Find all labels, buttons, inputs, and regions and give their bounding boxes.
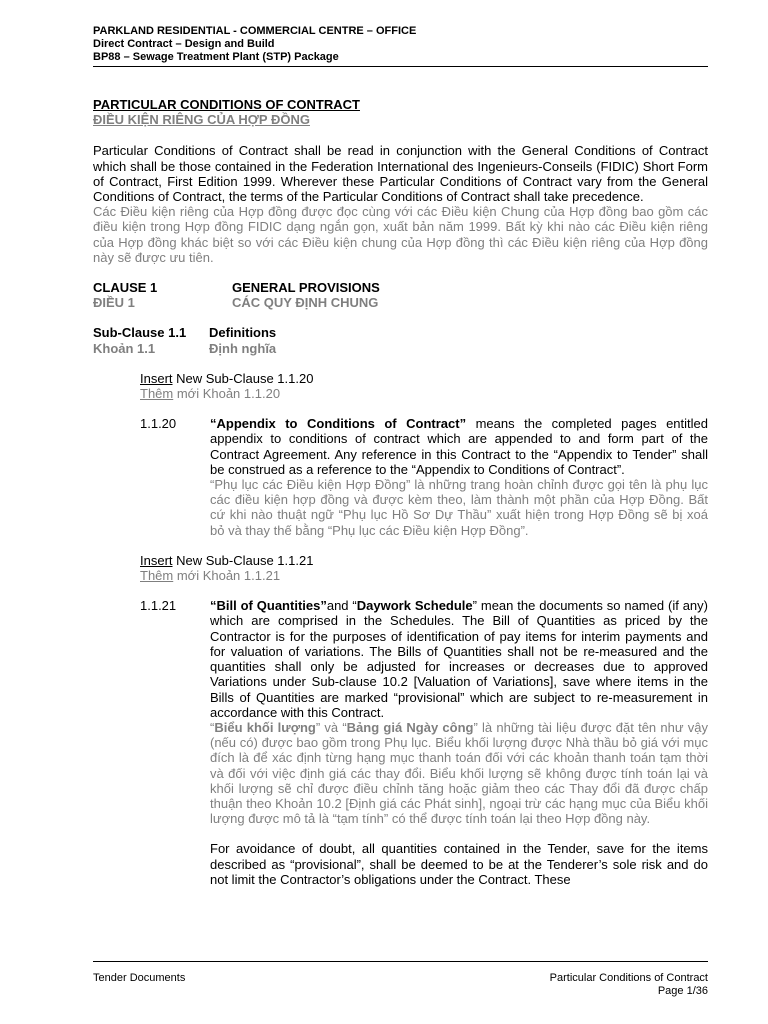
definition-term-vn: Biểu khối lượng — [214, 719, 316, 735]
document-title: PARTICULAR CONDITIONS OF CONTRACT — [93, 97, 360, 112]
clause-number-vn: ĐIỀU 1 — [93, 295, 135, 311]
insert-text-vn: mới Khoản 1.1.21 — [173, 568, 281, 584]
definition-text: means the completed pages entitled appendix to conditions of contract which are appended to and form part of the Contract Agreement. Any reference in this Contract to the “Appendix to Tender” shall be construed as a reference to the “Appendix to Conditions of Contract”. — [210, 416, 708, 477]
definition-text-vn: ” là những tài liệu được đặt tên như vậy (nếu có) được bao gồm trong Phụ lục. Biểu khối lượng được Nhà thầu bỏ giá với mục đích là để xác định từng hạng mục thanh toán đối với các khoản thanh toán tạm thời và đối với việc định giá các thay đổi. Biểu khối lượng sẽ không được tính toán lại và khối lượng sẽ chỉ được điều chỉnh tăng hoặc giảm theo các Thay đổi đã được chấp thuận theo Khoản 10.2 [Định giá các Phát sinh], ngoại trừ các hạng mục của Biểu khối lượng được mô tả là “tạm tính” có thể được tính toán lại theo Hợp đồng này. — [210, 719, 708, 827]
intro-paragraph: Particular Conditions of Contract shall be read in conjunction with the General Conditions of Contract which shall be those contained in the Federation International des Ingenieurs-Conseils (FIDIC) Short Form of Contract, First Edition 1999. Wherever these Particular Conditions of Contract vary from the General Conditions of Contract, the terms of the Particular Conditions of Contract shall take precedence. — [93, 143, 708, 205]
definition-text: ” mean the documents so named (if any) which are comprised in the Schedules. The Bill of Quantities as priced by the Contractor is for the purposes of identification of pay items for interim payments and for valuation of variations. The Bills of Quantities shall not be re-measured and the quantities shall only be adjusted for increases or decreases due to approved Variations under Sub-clause 10.2 [Valuation of Variations], save where items in the Bills of Quantities are marked “provisional” which are subject to re-measurement in accordance with this Contract. — [210, 598, 708, 720]
clause-title-vn: CÁC QUY ĐỊNH CHUNG — [232, 295, 379, 311]
clause-heading-vn — [93, 295, 708, 310]
header-package: BP88 – Sewage Treatment Plant (STP) Package — [93, 51, 339, 63]
subclause-number: Sub-Clause 1.1 — [93, 325, 187, 341]
definition-number: 1.1.21 — [140, 598, 177, 614]
definition-number: 1.1.20 — [140, 416, 177, 432]
page-number: Page 1/36 — [657, 985, 708, 997]
clause-heading — [93, 280, 708, 295]
footer-divider — [93, 961, 708, 962]
definition-text-vn: “Phụ lục các Điều kiện Hợp Đồng” là những trang hoàn chỉnh được gọi tên là phụ lục các điều kiện hợp đồng và được kèm theo, làm thành một phần của Hợp Đồng. Bất cứ khi nào thuật ngữ “Phụ lục Hồ Sơ Dự Thầu” xuất hiện trong Hợp Đồng sẽ bị xoá bỏ và thay thế bằng “Phụ lục các Điều kiện Hợp Đồng”. — [210, 477, 708, 538]
avoidance-of-doubt-paragraph: For avoidance of doubt, all quantities contained in the Tender, save for the items described as “provisional”, shall be deemed to be at the Tenderer’s sole risk and do not limit the Contractor’s obligations under the Contract. These — [210, 841, 708, 887]
insert-word: Insert — [140, 370, 173, 386]
clause-number: CLAUSE 1 — [93, 280, 158, 296]
footer-section-title: Particular Conditions of Contract — [549, 972, 708, 984]
header-divider — [93, 66, 708, 67]
insert-word: Insert — [140, 552, 173, 568]
subclause-title: Definitions — [209, 325, 277, 341]
vn-quote: “ — [210, 719, 215, 735]
definition-connector-vn: ” và “ — [315, 719, 347, 735]
insert-instruction-1 — [93, 371, 708, 386]
definition-term-2: Daywork Schedule — [356, 598, 473, 614]
insert-word-vn: Thêm — [140, 568, 174, 584]
subclause-title-vn: Định nghĩa — [209, 340, 277, 356]
insert-text: New Sub-Clause 1.1.20 — [172, 370, 314, 386]
clause-title: GENERAL PROVISIONS — [232, 280, 380, 296]
header-project: PARKLAND RESIDENTIAL - COMMERCIAL CENTRE – OFFICE — [93, 25, 417, 37]
definition-body — [210, 598, 708, 887]
insert-word-vn: Thêm — [140, 386, 174, 402]
header-contract: Direct Contract – Design and Build — [93, 38, 275, 50]
definition-1-1-20 — [93, 416, 708, 538]
definition-body — [210, 416, 708, 538]
definition-1-1-21 — [93, 598, 708, 887]
definition-term-2-vn: Bảng giá Ngày công — [346, 719, 474, 735]
definition-term: “Bill of Quantities” — [210, 598, 327, 614]
insert-text: New Sub-Clause 1.1.21 — [172, 552, 314, 568]
definition-connector: and “ — [326, 598, 357, 614]
insert-text-vn: mới Khoản 1.1.20 — [173, 386, 281, 402]
subclause-heading — [93, 325, 708, 340]
subclause-heading-vn — [93, 341, 708, 356]
insert-instruction-2 — [93, 553, 708, 568]
page-footer — [550, 972, 708, 998]
definition-text-vn-block — [210, 720, 708, 826]
subclause-number-vn: Khoản 1.1 — [93, 340, 156, 356]
footer-document-set: Tender Documents — [93, 972, 186, 984]
document-title-vn: ĐIỀU KIỆN RIÊNG CỦA HỢP ĐỒNG — [93, 112, 310, 128]
insert-instruction-1-vn — [93, 386, 708, 401]
insert-instruction-2-vn — [93, 568, 708, 583]
document-body — [93, 97, 708, 887]
page-header — [93, 25, 708, 64]
intro-paragraph-vn: Các Điều kiện riêng của Hợp đồng được đọc cùng với các Điều kiện Chung của Hợp đồng bao gồm các điều kiện trong Hợp đồng FIDIC dạng ngắn gọn, xuất bản năm 1999. Bất kỳ khi nào các Điều kiện riêng của Hợp đồng khác biệt so với các Điều kiện chung của Hợp đồng thì các Điều kiện riêng của Hợp đồng này sẽ được ưu tiên. — [93, 204, 708, 265]
definition-term: “Appendix to Conditions of Contract” — [210, 416, 467, 432]
